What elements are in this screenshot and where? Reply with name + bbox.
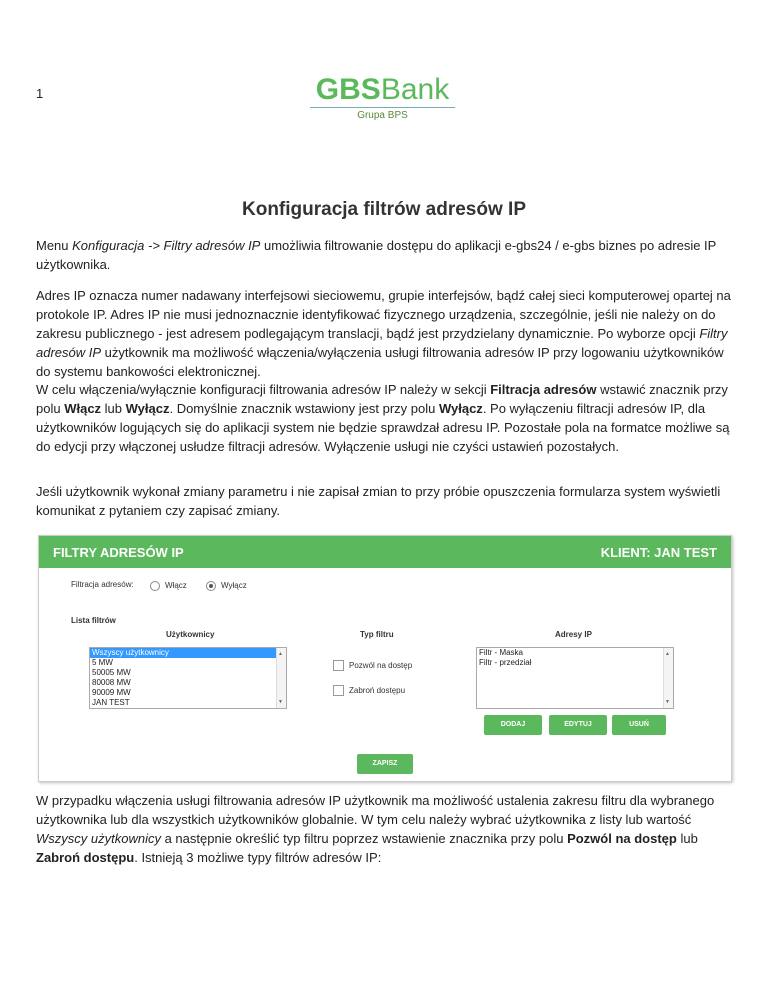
- scroll-down-icon[interactable]: ▼: [278, 699, 283, 705]
- document-title: Konfiguracja filtrów adresów IP: [242, 199, 526, 220]
- deny-access-label: Zabroń dostępu: [349, 686, 406, 695]
- address-item[interactable]: Filtr - Maska: [479, 648, 523, 657]
- p5-text-g: . Istnieją 3 możliwe typy filtrów adresów IP:: [134, 850, 382, 865]
- p3-text-c: wstawić znacznik przy polu: [36, 382, 728, 416]
- p5-deny: Zabroń dostępu: [36, 850, 135, 865]
- radio-disable-label: Wyłącz: [221, 581, 247, 590]
- paragraph-filter-scope: [36, 791, 732, 867]
- addresses-column-header: Adresy IP: [555, 630, 592, 639]
- logo-main-bold: GBS: [315, 73, 381, 106]
- ip-filters-screenshot: [38, 535, 732, 782]
- p3-text-g: . Domyślnie znacznik wstawiony jest przy polu: [169, 401, 439, 416]
- logo-main-light: Bank: [380, 73, 450, 106]
- p2b-text-c: użytkownik ma możliwość włączenia/wyłączenia usługi filtrowania adresów IP przy logowaniu użytkowników do systemu bankowości elektronicznej.: [36, 345, 724, 379]
- user-item[interactable]: JAN TEST: [92, 698, 130, 707]
- save-button[interactable]: ZAPISZ: [357, 754, 413, 774]
- allow-access-checkbox[interactable]: [333, 660, 344, 671]
- p3-text-i: . Po wyłączeniu filtracji adresów IP, dla użytkowników logujących się do aplikacji system nie będzie sprawdzał adresu IP. Pozostałe pola na formatce możliwe są do edycji przy włączonej usłudze filtracji adresów. Wyłączenie usługi nie czyści ustawień pozostałych.: [36, 401, 730, 454]
- scroll-up-icon[interactable]: ▲: [278, 651, 283, 657]
- deny-access-checkbox[interactable]: [333, 685, 344, 696]
- users-scrollbar[interactable]: [276, 648, 286, 708]
- p3-disable: Wyłącz: [125, 401, 170, 416]
- logo-divider: [310, 107, 455, 108]
- logo-subtitle: Grupa BPS: [357, 110, 408, 121]
- p5-allow: Pozwól na dostęp: [567, 831, 677, 846]
- p5-text-c: a następnie określić typ filtru poprzez wstawienie znacznika przy polu: [160, 831, 568, 846]
- screenshot-header: [39, 536, 731, 568]
- paragraph-menu-intro: [36, 236, 732, 274]
- p5-text-e: lub: [676, 831, 698, 846]
- screenshot-client-name: KLIENT: JAN TEST: [600, 545, 717, 560]
- users-column-header: Użytkownicy: [166, 630, 215, 639]
- address-item[interactable]: Filtr - przedział: [479, 658, 532, 667]
- scroll-down-icon[interactable]: ▼: [665, 699, 670, 705]
- gbs-bank-logo: [310, 74, 455, 121]
- filtracja-label: Filtracja adresów:: [71, 580, 134, 589]
- p3-text-a: W celu włączenia/wyłącznie konfiguracji filtrowania adresów IP należy w sekcji: [36, 382, 491, 397]
- paragraph-enable-disable: [36, 380, 732, 456]
- page-number: 1: [36, 86, 44, 101]
- user-item[interactable]: Wszyscy użytkownicy: [90, 648, 286, 658]
- add-filter-button[interactable]: DODAJ: [484, 715, 542, 735]
- p1-text-a: Menu: [36, 238, 73, 253]
- screenshot-form: [39, 568, 731, 779]
- addresses-scrollbar[interactable]: [663, 648, 673, 708]
- paragraph-ip-definition: [36, 286, 732, 381]
- allow-access-label: Pozwól na dostęp: [349, 661, 413, 670]
- p3-section-name: Filtracja adresów: [490, 382, 597, 397]
- addresses-listbox[interactable]: [476, 647, 674, 709]
- p3-disable-default: Wyłącz: [438, 401, 483, 416]
- p5-text-a: W przypadku włączenia usługi filtrowania adresów IP użytkownik ma możliwość ustalenia zakresu filtru dla wybranego użytkownika lub dla wszystkich użytkowników globalnie. W tym celu należy wybrać użytkownika z listy lub wartość: [36, 793, 715, 827]
- filter-list-label: Lista filtrów: [71, 616, 116, 625]
- user-item[interactable]: 5 MW: [92, 658, 113, 667]
- p2b-option-name: Filtry adresów IP: [36, 326, 728, 360]
- p3-text-e: lub: [101, 401, 126, 416]
- radio-disable[interactable]: [206, 581, 216, 591]
- screenshot-header-title: FILTRY ADRESÓW IP: [53, 545, 184, 560]
- p2b-text-a: Po wyborze opcji: [597, 326, 700, 341]
- scroll-up-icon[interactable]: ▲: [665, 651, 670, 657]
- delete-filter-button[interactable]: USUŃ: [612, 715, 666, 735]
- p1-text-c: umożliwia filtrowanie dostępu do aplikacji e-gbs24 / e-gbs biznes po adresie IP użytkownika.: [36, 238, 717, 272]
- user-item[interactable]: 80008 MW: [92, 678, 131, 687]
- users-listbox[interactable]: [89, 647, 287, 709]
- filter-type-column-header: Typ filtru: [360, 630, 394, 639]
- edit-filter-button[interactable]: EDYTUJ: [549, 715, 607, 735]
- radio-enable-label: Włącz: [165, 581, 187, 590]
- p1-menu-path: Konfiguracja -> Filtry adresów IP: [72, 238, 261, 253]
- p2-text: Adres IP oznacza numer nadawany interfejsowi sieciowemu, grupie interfejsów, bądź całej sieci komputerowej opartej na protokole IP. Adres IP nie musi jednoznacznie identyfikować fizycznego urządzenia, szczególnie, jeśli nie należy on do zakresu publicznego - jest adresem podlegającym translacji, bądź jest przydzielany dynamicznie.: [36, 288, 731, 341]
- paragraph-unsaved-changes: Jeśli użytkownik wykonał zmiany parametru i nie zapisał zmian to przy próbie opuszczenia formularza system wyświetli komunikat z pytaniem czy zapisać zmiany.: [36, 484, 721, 518]
- p3-enable: Włącz: [64, 401, 102, 416]
- p5-all-users: Wszyscy użytkownicy: [36, 831, 161, 846]
- radio-enable[interactable]: [150, 581, 160, 591]
- user-item[interactable]: 90009 MW: [92, 688, 131, 697]
- user-item[interactable]: 50005 MW: [92, 668, 131, 677]
